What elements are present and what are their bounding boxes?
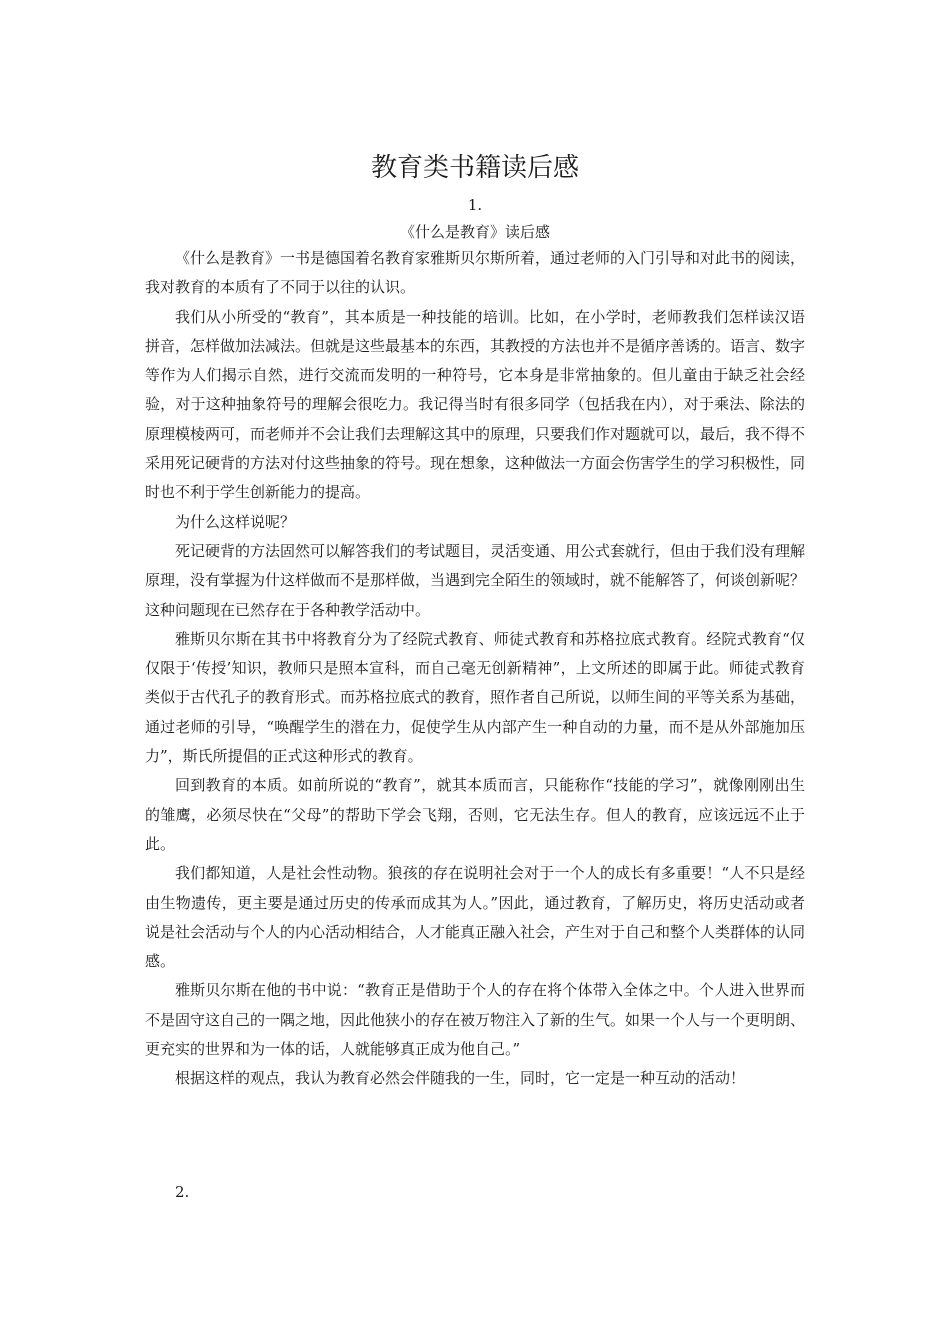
- paragraph: 雅斯贝尔斯在他的书中说：“教育正是借助于个人的存在将个体带入全体之中。个人进入世界而不是固守这自己的一隅之地，因此他狭小的存在被万物注入了新的生气。如果一个人与一个更明朗、更充实的世界和为一体的话，人就能够真正成为他自己。”: [145, 981, 806, 1059]
- section-number: 2.: [175, 1183, 190, 1201]
- section-heading: 《什么是教育》读后感: [399, 223, 550, 241]
- paragraph: 我们都知道，人是社会性动物。狼孩的存在说明社会对于一个人的成长有多重要！“人不只是经由生物遗传，更主要是通过历史的传承而成其为人。”因此，通过教育，了解历史，将历史活动或者说是社会活动与个人的内心活动相结合，人才能真正融入社会，产生对于自己和整个人类群体的认同感。: [145, 864, 806, 971]
- paragraph: 《什么是教育》一书是德国着名教育家雅斯贝尔斯所着，通过老师的入门引导和对此书的阅读，我对教育的本质有了不同于以往的认识。: [145, 249, 806, 297]
- paragraph: 我们从小所受的“教育”，其本质是一种技能的培训。比如，在小学时，老师教我们怎样读汉语拼音，怎样做加法减法。但就是这些最基本的东西，其教授的方法也并不是循序善诱的。语言、数字等作为人们揭示自然，进行交流而发明的一种符号，它本身是非常抽象的。但儿童由于缺乏社会经验，对于这种抽象符号的理解会很吃力。我记得当时有很多同学（包括我在内），对于乘法、除法的原理模棱两可，而老师并不会让我们去理解这其中的原理，只要我们作对题就可以，最后，我不得不采用死记硬背的方法对付这些抽象的符号。现在想象，这种做法一方面会伤害学生的学习积极性，同时也不利于学生创新能力的提高。: [145, 307, 806, 502]
- paragraph: 死记硬背的方法固然可以解答我们的考试题目，灵活变通、用公式套就行，但由于我们没有理解原理，没有掌握为什这样做而不是那样做，当遇到完全陌生的领域时，就不能解答了，何谈创新呢？这种问题现在已然存在于各种教学活动中。: [145, 541, 806, 619]
- document-title: 教育类书籍读后感: [370, 153, 579, 183]
- paragraph: 为什么这样说呢？: [175, 512, 296, 531]
- paragraph: 根据这样的观点，我认为教育必然会伴随我的一生，同时，它一定是一种互动的活动！: [175, 1069, 746, 1088]
- paragraph: 雅斯贝尔斯在其书中将教育分为了经院式教育、师徒式教育和苏格拉底式教育。经院式教育“仅仅限于‘传授’知识，教师只是照本宣科，而自己毫无创新精神”，上文所述的即属于此。师徒式教育类似于古代孔子的教育形式。而苏格拉底式的教育，照作者自己所说，以师生间的平等关系为基础，通过老师的引导，“唤醒学生的潜在力，促使学生从内部产生一种自动的力量，而不是从外部施加压力”，斯氏所提倡的正式这种形式的教育。: [145, 629, 806, 766]
- paragraph: 回到教育的本质。如前所说的“教育”，就其本质而言，只能称作“技能的学习”，就像刚刚出生的雏鹰，必须尽快在“父母”的帮助下学会飞翔，否则，它无法生存。但人的教育，应该远远不止于此。: [145, 776, 805, 853]
- section-body: [145, 244, 805, 1094]
- section-number: 1.: [467, 196, 483, 214]
